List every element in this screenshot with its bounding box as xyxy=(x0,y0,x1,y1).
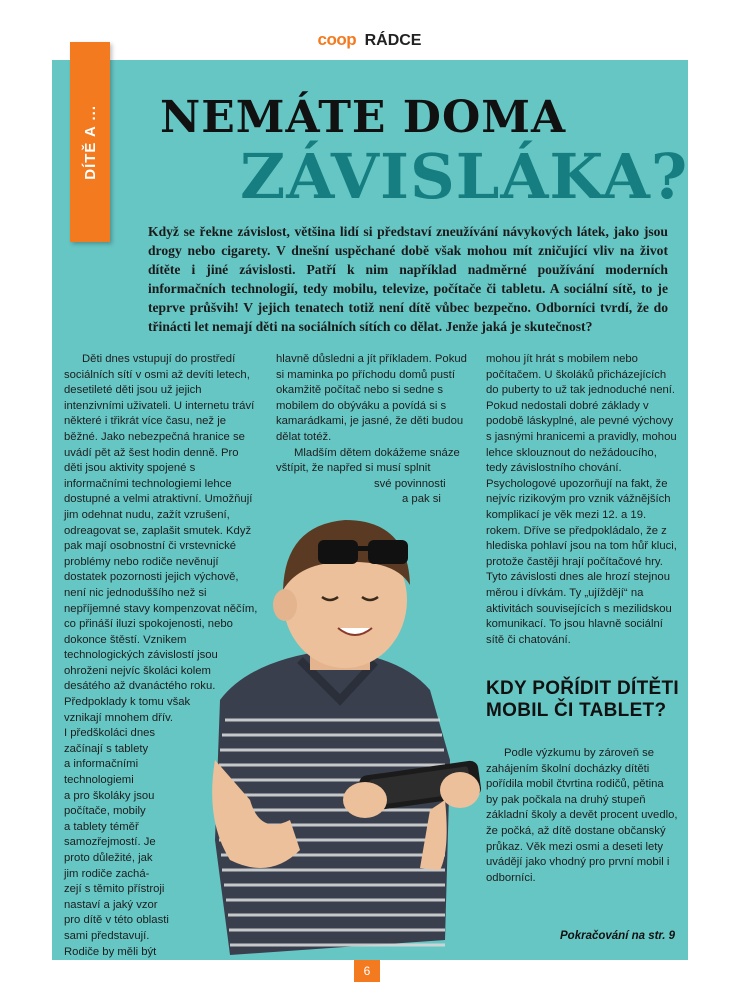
column-3 xyxy=(486,352,678,648)
text-line: jim rodiče zachá- xyxy=(64,867,150,880)
text-line: a tablety téměř xyxy=(64,820,139,833)
text-line: samozřejmostí. Je xyxy=(64,836,156,849)
sidebar-paragraph: Podle výzkumu by zároveň se zahájením školní docházky dítěti pořídila mobil čtvrtina rodičů, pětina by pak počkala na druhý stupeň základní školy a devět procent uvedlo, že počká, až dítě dostane občanský průkaz. Věk mezi osmi a deseti lety uvádějí jako vhodný pro první mobil i odborníci. xyxy=(486,747,678,884)
text-line: nastaví a jaký vzor xyxy=(64,898,158,911)
column-2-line: své povinnosti xyxy=(374,477,446,490)
column-1-paragraph: Děti dnes vstupují do prostředí sociálních sítí v osmi až devíti letech, desetileté děti jsou už jejich intenzivními uživateli. U internetu tráví některé i třikrát více času, než je běžné. Jako nebezpečná hranice se uvádí pět až šest hodin denně. Pro děti jsou aktivity spojené s informačními technologiemi lehce dostupné a velmi atraktivní. Umožňují jim odehnat nudu, zažít vzrušení, odreagovat se, zaplašit smutek. Když pak mají osobnostní či vrstevnické problémy nebo rodiče nevěnují dostatek pozornosti jejich výchově, není nic jednoduššího než si nepříjemné stavy kompenzovat něčím, co přináší iluzi spokojenosti, nebo dokonce štěstí. Vznikem technologických závislostí jsou ohroženi nejvíc školáci kolem desátého až dvanáctého roku. Předpoklady k tomu však xyxy=(64,353,258,709)
title-line-2: ZÁVISLÁKA? xyxy=(240,140,689,213)
text-line: zejí s těmito přístroji xyxy=(64,883,165,896)
page-number: 6 xyxy=(354,960,380,982)
title-line-1: NEMÁTE DOMA xyxy=(160,92,567,143)
subheading: KDY POŘÍDIT DÍTĚTI MOBIL ČI TABLET? xyxy=(486,678,679,721)
text-line: a pro školáky jsou xyxy=(64,789,155,802)
column-2 xyxy=(276,352,472,508)
column-2-line: a pak si xyxy=(402,493,441,506)
section-tab-label-wrap xyxy=(70,42,110,242)
coop-logo: coop xyxy=(317,30,357,49)
column-2-paragraph-1: hlavně důsledni a jít příkladem. Pokud si maminka po příchodu domů pustí okamžitě počítač nebo si sedne s mobilem do obýváku a povídá si s kamarádkami, je jasné, že děti budou dělat totéž. xyxy=(276,353,467,443)
lead-paragraph: Když se řekne závislost, většina lidí si představí zneužívání návykových látek, jako jsou drogy nebo cigarety. V dnešní uspěchané době však mohou mít zničující vliv na život dítěte i jiné závislosti. Patří k nim například nadměrné používání moderních informačních technologií, tedy mobilu, televize, počítače či tabletu. A sociální sítě, to je teprve průšvih! V jejich tenatech totiž není dítě vůbec bezpečno. Odborníci tvrdí, že do třinácti let nemají děti na sociálních sítích co dělat. Jenže jaká je skutečnost? xyxy=(148,224,668,334)
continued-note: Pokračování na str. 9 xyxy=(560,930,676,942)
text-line: a informačními xyxy=(64,758,139,771)
column-3-sidebar xyxy=(486,746,678,886)
text-line: Rodiče by měli být xyxy=(64,945,157,958)
column-3-paragraph: mohou jít hrát s mobilem nebo počítačem. U školáků přicházejících do puberty to už tak jednoduché není. Pokud nedostali dobré základy v podobě láskyplné, ale pevné výchovy s jasnými hranicemi a pravidly, mohou lehce sklouznout do nežádoucího, tedy závislostního chování. Psychologové upozorňují na fakt, že nejvíc rizikovým pro vznik vážnějších komplikací je věk mezi 12. a 19. rokem. Dříve se předpokládalo, že z hlediska pohlaví jsou na tom hůř kluci, protože častěji hrají počítačové hry. Tyto závislosti dnes ale hrozí stejnou měrou i dívkám. Ty „ujíždějí“ na aktivitách souvisejících s mezilidskou komunikací. To jsou hlavně sociální sítě či chatování. xyxy=(486,353,677,646)
section-tab-label: DÍTĚ A ... xyxy=(81,104,99,180)
column-1 xyxy=(64,352,264,960)
column-2-paragraph-2: Mladším dětem dokážeme snáze vštípit, že napřed si musí splnit xyxy=(276,446,460,475)
text-line: pro dítě v této oblasti xyxy=(64,914,169,927)
column-1-narrow-lines xyxy=(64,711,264,961)
text-line: proto důležité, jak xyxy=(64,852,153,864)
text-line: I předškoláci dnes xyxy=(64,727,156,740)
section-name: RÁDCE xyxy=(364,32,422,49)
text-line: počítače, mobily xyxy=(64,805,146,818)
text-line: sami představují. xyxy=(64,929,150,942)
text-line: technologiemi xyxy=(64,774,134,787)
text-line: začínají s tablety xyxy=(64,742,149,755)
text-line: vznikají mnohem dřív. xyxy=(64,711,174,724)
